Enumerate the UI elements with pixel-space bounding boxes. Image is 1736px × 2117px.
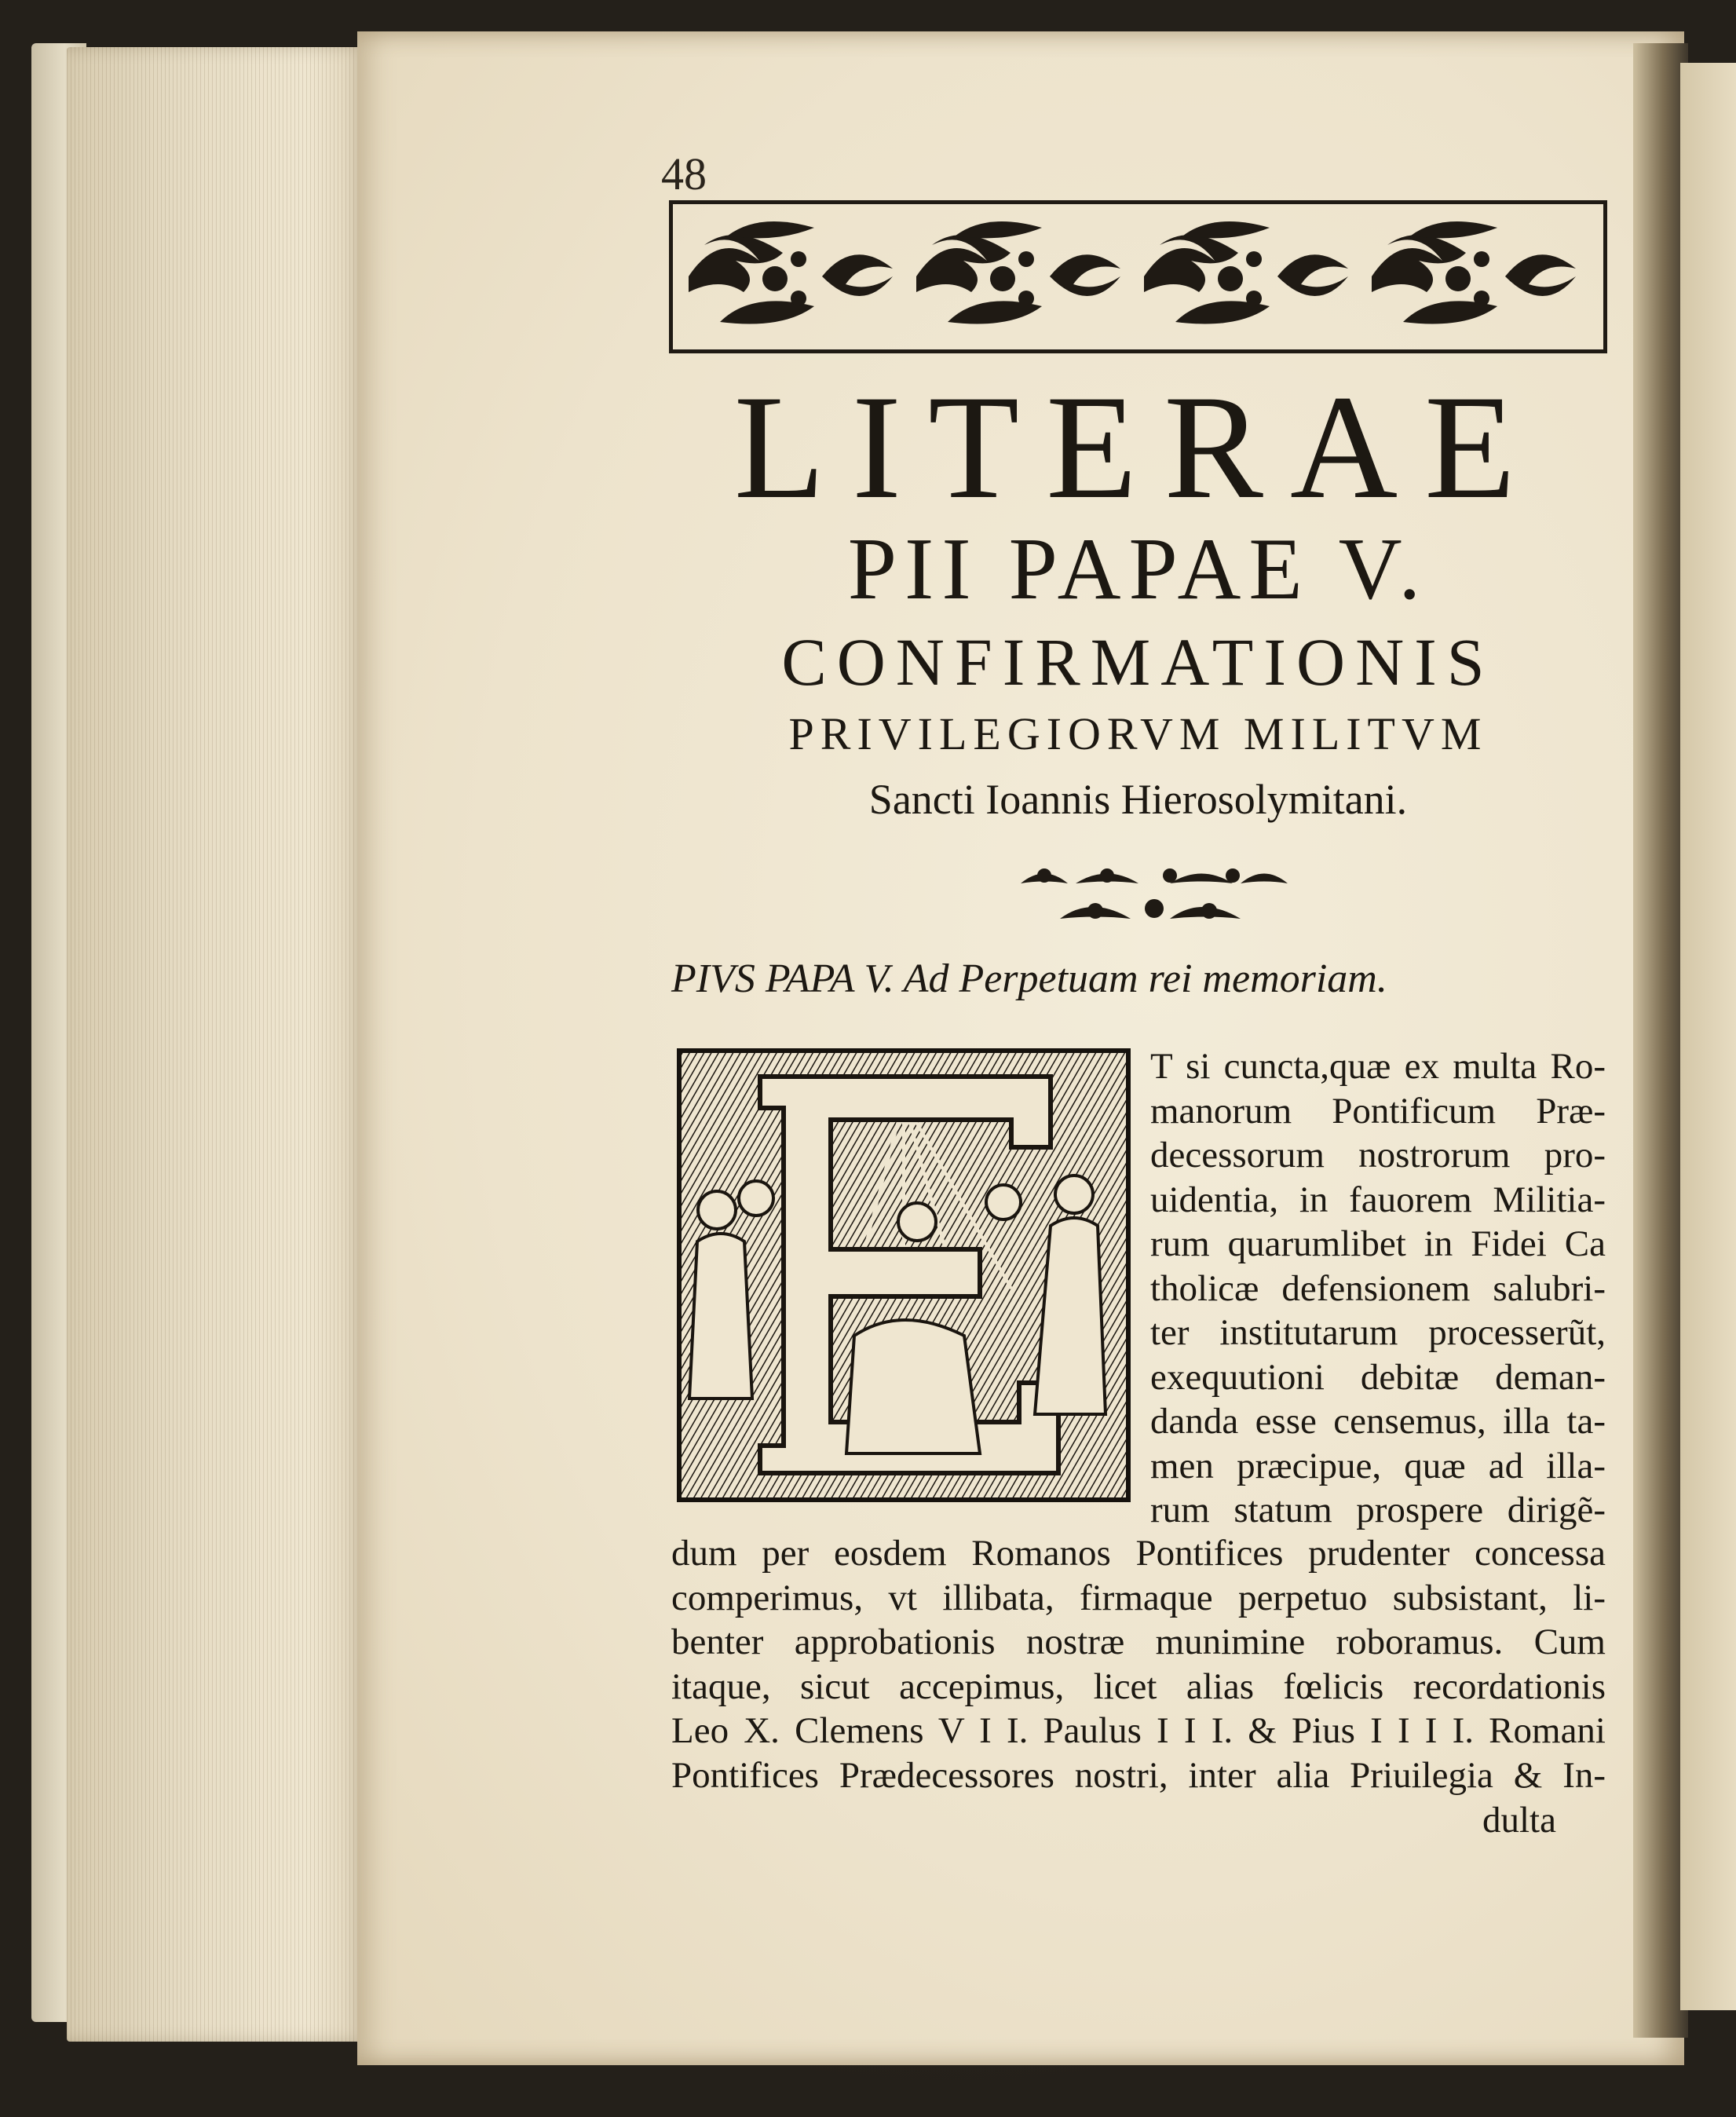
text-line: dum per eosdem Romanos Pontifices prudenter concessa — [671, 1533, 1606, 1574]
body-text-full-width — [671, 1531, 1606, 1797]
text-line: manorum Pontificum Præ- — [1150, 1090, 1606, 1132]
text-line: T si cuncta,quæ ex multa Ro- — [1150, 1046, 1606, 1087]
historiated-initial — [677, 1048, 1131, 1502]
text-line: Leo X. Clemens V I I. Paulus I I I. & Pius I I I I. Romani — [671, 1710, 1606, 1751]
subtitle-confirmation: CONFIRMATIONIS — [781, 624, 1495, 700]
subtitle-pope: PII PAPAE V. — [847, 521, 1429, 618]
text-line: uidentia, in fauorem Militia- — [1150, 1179, 1606, 1220]
text-line: tholicæ defensionem salubri- — [1150, 1267, 1606, 1309]
body-text-beside-initial — [1150, 1044, 1606, 1533]
text-line: exequutioni debitæ deman- — [1150, 1356, 1606, 1398]
text-line: men præcipue, quæ ad illa- — [1150, 1445, 1606, 1486]
text-line: rum statum prospere dirigẽ- — [1150, 1490, 1606, 1530]
subtitle-order: Sancti Ioannis Hierosolymitani. — [868, 776, 1408, 823]
page-edges — [67, 47, 365, 2042]
facing-page-edge — [1680, 63, 1736, 2010]
subtitle-privileges: PRIVILEGIORVM MILITVM — [788, 708, 1488, 759]
text-line: itaque, sicut accepimus, licet alias fœlicis recordationis — [671, 1665, 1606, 1707]
text-line: danda esse censemus, illa ta- — [1150, 1401, 1606, 1442]
catchword: dulta — [1482, 1800, 1556, 1841]
text-line: rum quarumlibet in Fidei Ca — [1150, 1223, 1606, 1264]
text-line: Pontifices Prædecessores nostri, inter alia Priuilegia & In- — [671, 1754, 1606, 1796]
text-line: benter approbationis nostræ munimine roboramus. Cum — [671, 1622, 1606, 1662]
text-line: decessorum nostrorum pro- — [1150, 1135, 1606, 1176]
text-line: ter institutarum processerũt, — [1150, 1312, 1606, 1353]
incipit-line: PIVS PAPA V. Ad Perpetuam rei memoriam. — [671, 956, 1387, 1001]
text-line: comperimus, vt illibata, firmaque perpetuo subsistant, li- — [671, 1577, 1606, 1618]
ornamental-vignette — [1013, 860, 1296, 934]
ornamental-headpiece — [669, 200, 1607, 353]
page-number: 48 — [661, 148, 707, 199]
document-title: LITERAE — [733, 365, 1543, 530]
